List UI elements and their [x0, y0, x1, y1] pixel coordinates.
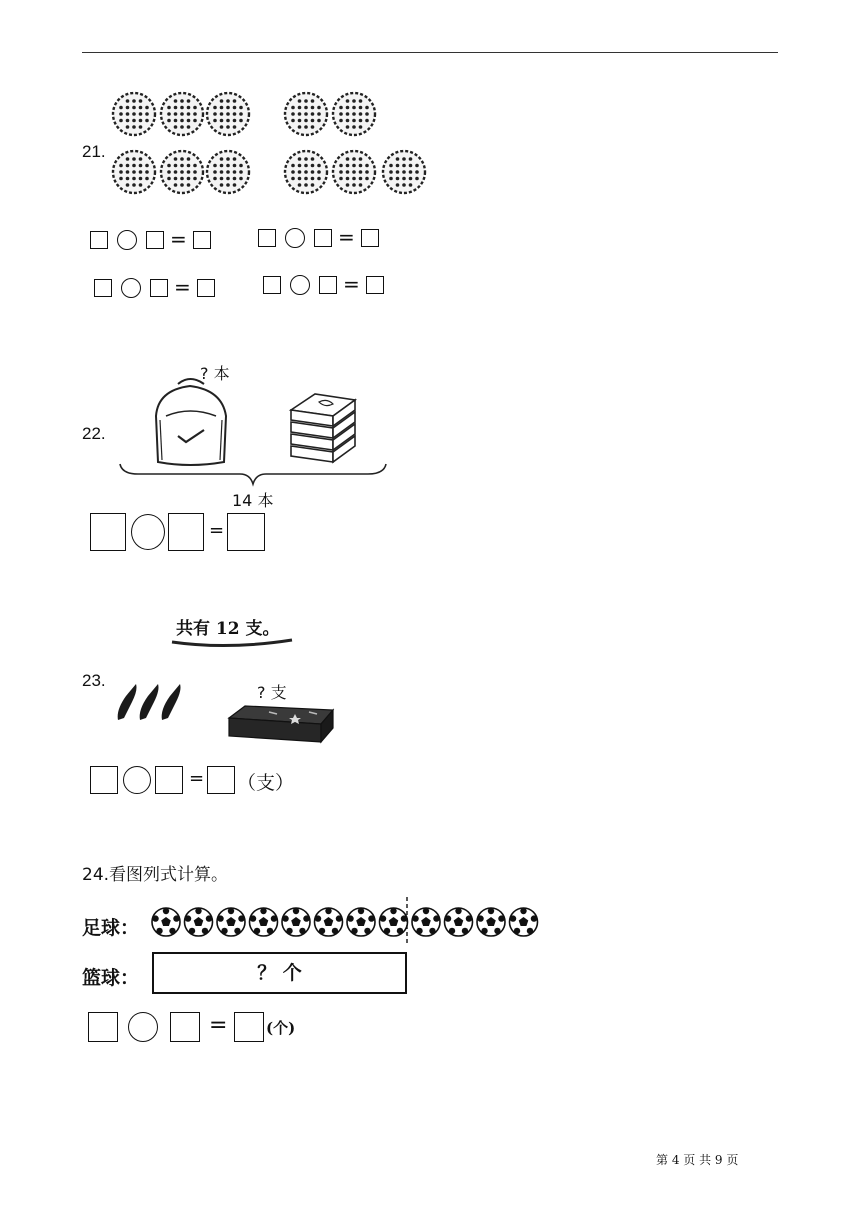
equals-sign: =: [338, 225, 355, 249]
football-icon: [217, 908, 245, 936]
question-24-title: 24.看图列式计算。: [82, 865, 229, 885]
books-total-label: 14 本: [232, 491, 274, 510]
football-icon: [152, 908, 180, 936]
football-icon: [250, 908, 278, 936]
cookie-icon: [333, 151, 375, 193]
football-row: [150, 903, 545, 945]
answer-box[interactable]: [90, 766, 118, 794]
cookie-icon: [113, 93, 155, 135]
answer-box[interactable]: [155, 766, 183, 794]
answer-box[interactable]: [170, 1012, 200, 1042]
question-21-number: 21.: [82, 142, 106, 161]
answer-box[interactable]: [361, 229, 379, 247]
answer-box[interactable]: [168, 513, 204, 551]
equals-sign: =: [170, 227, 187, 251]
cookie-icon: [113, 151, 155, 193]
cookie-icon: [161, 151, 203, 193]
cookie-icon: [161, 93, 203, 135]
football-label: 足球：: [82, 917, 140, 939]
cookie-icon: [285, 93, 327, 135]
equals-sign: =: [189, 768, 205, 789]
equals-sign: =: [209, 520, 225, 541]
football-icon: [185, 908, 213, 936]
answer-box[interactable]: [234, 1012, 264, 1042]
pencil-case-icon: [225, 700, 337, 744]
cookie-icon: [285, 151, 327, 193]
football-icon: [510, 908, 538, 936]
pencil-question-label: ? 支: [257, 683, 287, 702]
operator-circle[interactable]: [128, 1012, 158, 1042]
answer-box[interactable]: [146, 231, 164, 249]
answer-box[interactable]: [319, 276, 337, 294]
answer-box[interactable]: [227, 513, 265, 551]
answer-box[interactable]: [88, 1012, 118, 1042]
operator-circle[interactable]: [117, 230, 137, 250]
basketball-unknown-box: [152, 952, 407, 994]
answer-box[interactable]: [207, 766, 235, 794]
operator-circle[interactable]: [285, 228, 305, 248]
cookie-illustration: [110, 92, 440, 207]
answer-box[interactable]: [90, 513, 126, 551]
football-icon: [347, 908, 375, 936]
question-22-number: 22.: [82, 424, 106, 443]
books-question-label: ? 本: [200, 364, 230, 383]
answer-box[interactable]: [197, 279, 215, 297]
header-rule: [82, 52, 778, 53]
football-icon: [412, 908, 440, 936]
answer-box[interactable]: [94, 279, 112, 297]
cookie-icon: [333, 93, 375, 135]
page-footer: 第 4 页 共 9 页: [656, 1153, 739, 1167]
operator-circle[interactable]: [121, 278, 141, 298]
equals-sign: =: [174, 275, 191, 299]
football-icon: [282, 908, 310, 936]
cookie-icon: [383, 151, 425, 193]
answer-box[interactable]: [193, 231, 211, 249]
basketball-question-label: ？ 个: [257, 962, 302, 984]
pencils-icon: [112, 680, 192, 722]
unit-label: (个): [266, 1019, 296, 1037]
pencil-total-banner: 共有 12 支。: [176, 619, 280, 639]
football-icon: [445, 908, 473, 936]
operator-circle[interactable]: [290, 275, 310, 295]
equals-sign: =: [209, 1013, 228, 1038]
question-23-number: 23.: [82, 671, 106, 690]
answer-box[interactable]: [150, 279, 168, 297]
football-icon: [380, 908, 408, 936]
backpack-icon: [148, 376, 233, 468]
book-stack-icon: [285, 390, 360, 470]
unit-label: （支）: [237, 772, 295, 794]
operator-circle[interactable]: [131, 514, 165, 550]
answer-box[interactable]: [90, 231, 108, 249]
equals-sign: =: [343, 272, 360, 296]
answer-box[interactable]: [314, 229, 332, 247]
football-icon: [315, 908, 343, 936]
answer-box[interactable]: [366, 276, 384, 294]
operator-circle[interactable]: [123, 766, 151, 794]
answer-box[interactable]: [263, 276, 281, 294]
cookie-icon: [207, 151, 249, 193]
answer-box[interactable]: [258, 229, 276, 247]
basketball-label: 篮球：: [82, 967, 140, 989]
football-icon: [477, 908, 505, 936]
cookie-icon: [207, 93, 249, 135]
